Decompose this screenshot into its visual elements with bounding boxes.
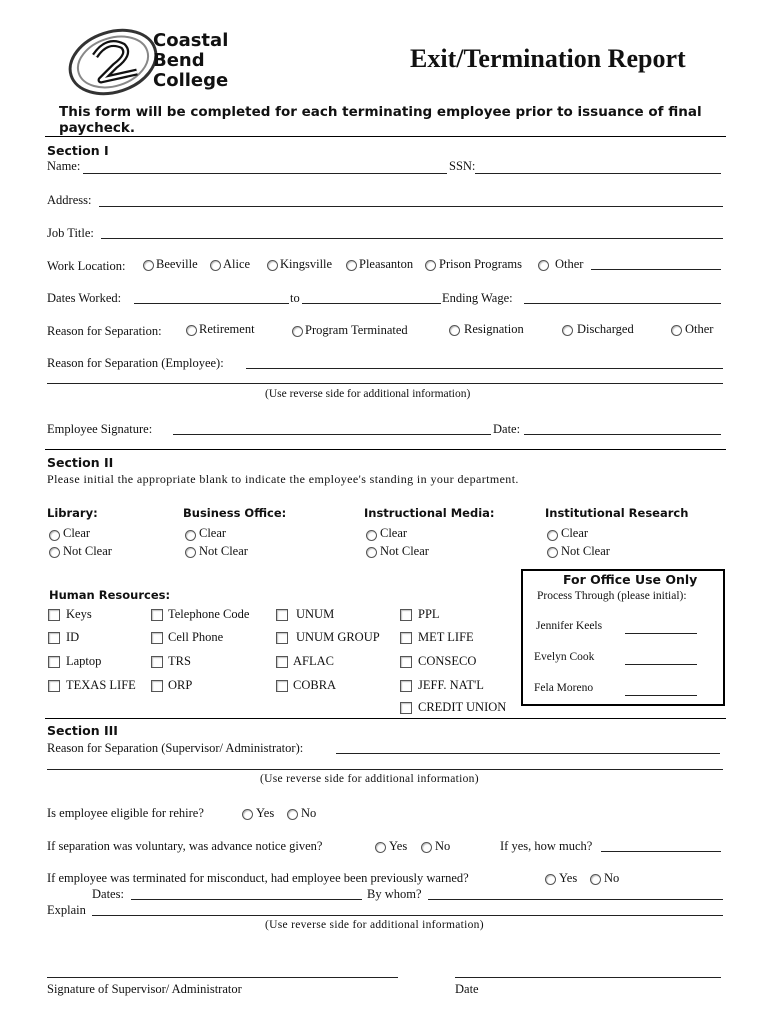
research-clear-radio[interactable] (547, 530, 558, 541)
section-divider (45, 136, 726, 137)
reason-radio-resignation[interactable] (449, 325, 460, 336)
hr-label-laptop: Laptop (66, 654, 102, 668)
dept-library: Library: (47, 506, 98, 520)
office-initial-field-3[interactable] (625, 695, 697, 696)
hr-checkbox-credit-union[interactable] (400, 702, 412, 714)
reason-employee-label: Reason for Separation (Employee): (47, 356, 224, 370)
location-label-other: Other (555, 257, 584, 271)
explain-field[interactable] (92, 915, 723, 916)
research-not-clear-label: Not Clear (561, 544, 610, 558)
rehire-no-radio[interactable] (287, 809, 298, 820)
location-other-field[interactable] (591, 269, 721, 270)
employee-signature-label: Employee Signature: (47, 422, 153, 436)
reverse-note-3: (Use reverse side for additional information) (265, 919, 484, 931)
misconduct-question: If employee was terminated for misconduct, had employee been previously warned? (47, 871, 469, 885)
reverse-note-2: (Use reverse side for additional information) (260, 773, 479, 785)
supervisor-reason-label: Reason for Separation (Supervisor/ Administrator): (47, 741, 304, 755)
section-2-instruction: Please initial the appropriate blank to indicate the employee's standing in your department. (47, 472, 519, 486)
hr-label-conseco: CONSECO (418, 654, 477, 668)
name-label: Name: (47, 159, 81, 173)
logo-line-3: College (153, 70, 229, 91)
hr-checkbox-trs[interactable] (151, 656, 163, 668)
hr-checkbox-aflac[interactable] (276, 656, 288, 668)
hr-label-ppl: PPL (418, 607, 440, 621)
reason-label: Reason for Separation: (47, 324, 162, 338)
hr-label-cobra: COBRA (293, 678, 337, 692)
reason-radio-program-terminated[interactable] (292, 326, 303, 337)
how-much-label: If yes, how much? (500, 839, 593, 853)
rehire-yes-radio[interactable] (242, 809, 253, 820)
reason-radio-other[interactable] (671, 325, 682, 336)
notice-no-radio[interactable] (421, 842, 432, 853)
hr-checkbox-unum[interactable] (276, 609, 288, 621)
reason-radio-retirement[interactable] (186, 325, 197, 336)
research-not-clear-radio[interactable] (547, 547, 558, 558)
hr-checkbox-met-life[interactable] (400, 632, 412, 644)
hr-checkbox-keys[interactable] (48, 609, 60, 621)
hr-checkbox-orp[interactable] (151, 680, 163, 692)
hr-label-texas-life: TEXAS LIFE (66, 678, 136, 692)
notice-yes-label: Yes (389, 839, 408, 853)
business-not-clear-label: Not Clear (199, 544, 248, 558)
location-radio-alice[interactable] (210, 260, 221, 271)
location-radio-other[interactable] (538, 260, 549, 271)
office-person-3: Fela Moreno (534, 682, 594, 694)
date-end-field[interactable] (302, 303, 441, 304)
page-title: Exit/Termination Report (410, 44, 686, 73)
hr-checkbox-cobra[interactable] (276, 680, 288, 692)
supervisor-signature-field[interactable] (47, 977, 398, 978)
location-label-pleasanton: Pleasanton (359, 257, 414, 271)
library-clear-label: Clear (63, 526, 91, 540)
section-3-heading: Section III (47, 723, 118, 738)
section-divider (45, 718, 726, 719)
dept-institutional-research: Institutional Research (545, 506, 689, 520)
hr-label-met-life: MET LIFE (418, 630, 474, 644)
work-location-label: Work Location: (47, 259, 126, 273)
reason-label-program-terminated: Program Terminated (305, 323, 408, 337)
reason-label-other: Other (685, 322, 714, 336)
logo-line-1: Coastal (153, 30, 229, 51)
office-person-2: Evelyn Cook (534, 651, 595, 663)
warned-dates-field[interactable] (131, 899, 362, 900)
media-not-clear-radio[interactable] (366, 547, 377, 558)
hr-label-trs: TRS (168, 654, 191, 668)
hr-checkbox-ppl[interactable] (400, 609, 412, 621)
rehire-no-label: No (301, 806, 317, 820)
business-clear-radio[interactable] (185, 530, 196, 541)
hr-label-id: ID (66, 630, 80, 644)
hr-checkbox-texas-life[interactable] (48, 680, 60, 692)
employee-date-label: Date: (493, 422, 521, 436)
warned-dates-label: Dates: (92, 887, 124, 901)
supervisor-date-field[interactable] (455, 977, 721, 978)
office-use-title: For Office Use Only (563, 572, 698, 587)
hr-label-aflac: AFLAC (293, 654, 334, 668)
name-field[interactable] (83, 173, 447, 174)
employee-date-field[interactable] (524, 434, 721, 435)
rehire-question: Is employee eligible for rehire? (47, 806, 204, 820)
business-clear-label: Clear (199, 526, 227, 540)
supervisor-signature-label: Signature of Supervisor/ Administrator (47, 982, 242, 996)
warned-yes-radio[interactable] (545, 874, 556, 885)
hr-label-telephone-code: Telephone Code (168, 607, 250, 621)
hr-checkbox-cell-phone[interactable] (151, 632, 163, 644)
location-label-beeville: Beeville (156, 257, 198, 271)
dept-instructional-media: Instructional Media: (364, 506, 495, 520)
supervisor-date-label: Date (455, 982, 479, 996)
office-person-1: Jennifer Keels (536, 620, 603, 632)
library-clear-radio[interactable] (49, 530, 60, 541)
section-divider (45, 449, 726, 450)
reverse-note-1: (Use reverse side for additional information) (265, 388, 471, 400)
location-radio-beeville[interactable] (143, 260, 154, 271)
media-clear-label: Clear (380, 526, 408, 540)
business-not-clear-radio[interactable] (185, 547, 196, 558)
hr-checkbox-jeff-natl[interactable] (400, 680, 412, 692)
warned-no-label: No (604, 871, 620, 885)
library-not-clear-label: Not Clear (63, 544, 112, 558)
ending-wage-field[interactable] (524, 303, 721, 304)
warned-yes-label: Yes (559, 871, 578, 885)
office-use-subtitle: Process Through (please initial): (537, 590, 687, 602)
location-radio-pleasanton[interactable] (346, 260, 357, 271)
media-clear-radio[interactable] (366, 530, 377, 541)
hr-checkbox-telephone-code[interactable] (151, 609, 163, 621)
address-label: Address: (47, 193, 92, 207)
swoosh-logo-icon (65, 26, 160, 98)
hr-label-cell-phone: Cell Phone (168, 630, 224, 644)
section-1-heading: Section I (47, 143, 109, 158)
how-much-field[interactable] (601, 851, 721, 852)
location-label-prison-programs: Prison Programs (439, 257, 522, 271)
office-initial-field-2[interactable] (625, 664, 697, 665)
hr-label-unum: UNUM (296, 607, 335, 621)
hr-checkbox-conseco[interactable] (400, 656, 412, 668)
reason-label-retirement: Retirement (199, 322, 255, 336)
date-start-field[interactable] (134, 303, 289, 304)
library-not-clear-radio[interactable] (49, 547, 60, 558)
address-field[interactable] (99, 206, 723, 207)
ssn-label: SSN: (449, 159, 476, 173)
hr-label-credit-union: CREDIT UNION (418, 700, 507, 714)
warned-no-radio[interactable] (590, 874, 601, 885)
explain-label: Explain (47, 903, 86, 917)
supervisor-reason-field-2[interactable] (47, 769, 723, 770)
reason-radio-discharged[interactable] (562, 325, 573, 336)
job-title-field[interactable] (101, 238, 723, 239)
hr-checkbox-unum-group[interactable] (276, 632, 288, 644)
notice-question: If separation was voluntary, was advance notice given? (47, 839, 323, 853)
location-radio-prison-programs[interactable] (425, 260, 436, 271)
ending-wage-label: Ending Wage: (442, 291, 513, 305)
hr-label-keys: Keys (66, 607, 92, 621)
reason-label-discharged: Discharged (577, 322, 634, 336)
dept-business-office: Business Office: (183, 506, 287, 520)
supervisor-reason-field[interactable] (336, 753, 720, 754)
notice-yes-radio[interactable] (375, 842, 386, 853)
reason-employee-field[interactable] (246, 368, 723, 369)
reason-employee-field-2[interactable] (47, 383, 723, 384)
hr-label-orp: ORP (168, 678, 193, 692)
office-use-box (521, 569, 725, 706)
employee-signature-field[interactable] (173, 434, 491, 435)
reason-label-resignation: Resignation (464, 322, 524, 336)
ssn-field[interactable] (475, 173, 721, 174)
notice-no-label: No (435, 839, 451, 853)
college-logo (65, 26, 255, 98)
to-label: to (290, 291, 300, 305)
page-subtitle: This form will be completed for each terminating employee prior to issuance of final paycheck. (59, 104, 702, 136)
hr-label-unum-group: UNUM GROUP (296, 630, 380, 644)
research-clear-label: Clear (561, 526, 589, 540)
hr-label-jeff-natl: JEFF. NAT'L (418, 678, 484, 692)
by-whom-label: By whom? (367, 887, 422, 901)
location-radio-kingsville[interactable] (267, 260, 278, 271)
logo-line-2: Bend (153, 50, 205, 71)
job-title-label: Job Title: (47, 226, 94, 240)
hr-checkbox-id[interactable] (48, 632, 60, 644)
media-not-clear-label: Not Clear (380, 544, 429, 558)
location-label-kingsville: Kingsville (280, 257, 333, 271)
by-whom-field[interactable] (428, 899, 723, 900)
office-initial-field-1[interactable] (625, 633, 697, 634)
dates-worked-label: Dates Worked: (47, 291, 122, 305)
hr-heading: Human Resources: (49, 588, 171, 602)
hr-checkbox-laptop[interactable] (48, 656, 60, 668)
location-label-alice: Alice (223, 257, 251, 271)
section-2-heading: Section II (47, 455, 114, 470)
rehire-yes-label: Yes (256, 806, 275, 820)
